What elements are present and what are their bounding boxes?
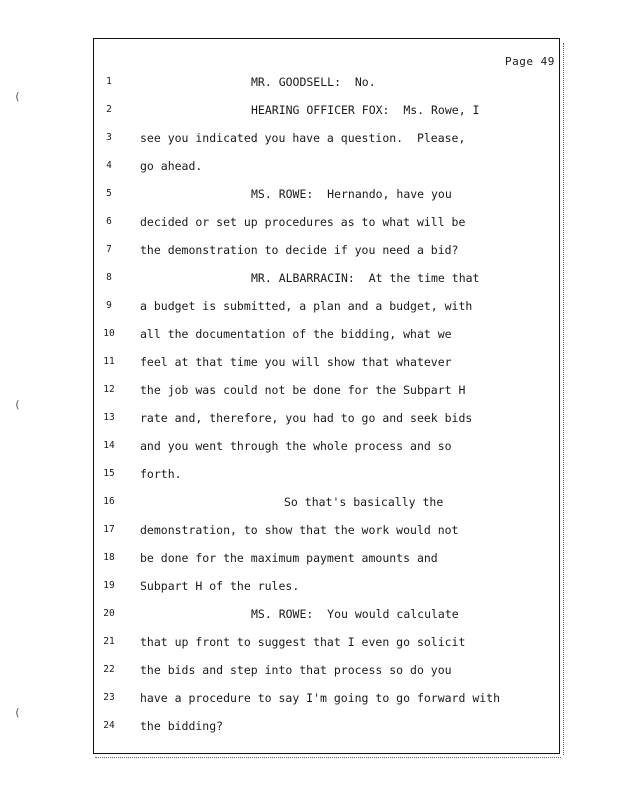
transcript-line <box>98 102 558 118</box>
transcript-line <box>98 326 558 342</box>
line-text: decided or set up procedures as to what will be <box>140 215 466 229</box>
line-text: HEARING OFFICER FOX: Ms. Rowe, I <box>251 103 480 117</box>
transcript-line <box>98 242 558 258</box>
bottom-border-noise <box>95 757 561 761</box>
transcript-line <box>98 74 558 90</box>
line-text: all the documentation of the bidding, what we <box>140 327 452 341</box>
line-number: 1 <box>106 76 112 87</box>
line-number: 6 <box>106 216 112 227</box>
line-number: 17 <box>103 524 115 535</box>
line-number: 11 <box>103 356 115 367</box>
transcript-line <box>98 270 558 286</box>
line-text: the demonstration to decide if you need a bid? <box>140 243 459 257</box>
transcript-line <box>98 438 558 454</box>
line-text: the job was could not be done for the Subpart H <box>140 383 466 397</box>
transcript-line <box>98 466 558 482</box>
transcript-line <box>98 130 558 146</box>
page-number: Page 49 <box>505 55 555 68</box>
line-text: feel at that time you will show that whatever <box>140 355 452 369</box>
transcript-line <box>98 158 558 174</box>
line-text: see you indicated you have a question. Please, <box>140 131 466 145</box>
transcript-line <box>98 606 558 622</box>
line-number: 21 <box>103 636 115 647</box>
line-text: have a procedure to say I'm going to go forward with <box>140 691 501 705</box>
transcript-line <box>98 354 558 370</box>
line-number: 23 <box>103 692 115 703</box>
transcript-line <box>98 214 558 230</box>
line-number: 10 <box>103 328 115 339</box>
line-number: 24 <box>103 720 115 731</box>
binding-mark-middle: ( <box>14 398 21 411</box>
line-number: 9 <box>106 300 112 311</box>
transcript-line <box>98 410 558 426</box>
line-number: 22 <box>103 664 115 675</box>
line-number: 2 <box>106 104 112 115</box>
line-text: be done for the maximum payment amounts and <box>140 551 438 565</box>
line-number: 4 <box>106 160 112 171</box>
line-number: 20 <box>103 608 115 619</box>
transcript-line <box>98 662 558 678</box>
transcript-line <box>98 382 558 398</box>
line-text: MS. ROWE: Hernando, have you <box>251 187 452 201</box>
line-number: 14 <box>103 440 115 451</box>
line-text: rate and, therefore, you had to go and seek bids <box>140 411 473 425</box>
line-number: 12 <box>103 384 115 395</box>
transcript-line <box>98 522 558 538</box>
transcript-line <box>98 494 558 510</box>
binding-mark-bottom: ( <box>14 706 21 719</box>
line-number: 7 <box>106 244 112 255</box>
line-text: and you went through the whole process and so <box>140 439 452 453</box>
line-text: MR. GOODSELL: No. <box>251 75 376 89</box>
transcript-line <box>98 718 558 734</box>
line-text: the bids and step into that process so do you <box>140 663 452 677</box>
line-text: forth. <box>140 467 182 481</box>
transcript-line <box>98 186 558 202</box>
line-number: 8 <box>106 272 112 283</box>
line-text: MS. ROWE: You would calculate <box>251 607 459 621</box>
transcript-line <box>98 690 558 706</box>
line-text: a budget is submitted, a plan and a budget, with <box>140 299 473 313</box>
line-number: 3 <box>106 132 112 143</box>
transcript-line <box>98 298 558 314</box>
binding-mark-top: ( <box>14 90 21 103</box>
line-text: So that's basically the <box>284 495 444 509</box>
line-text: demonstration, to show that the work would not <box>140 523 459 537</box>
transcript-line <box>98 578 558 594</box>
line-text: the bidding? <box>140 719 224 733</box>
line-text: Subpart H of the rules. <box>140 579 300 593</box>
line-text: MR. ALBARRACIN: At the time that <box>251 271 480 285</box>
line-text: that up front to suggest that I even go solicit <box>140 635 466 649</box>
line-text: go ahead. <box>140 159 203 173</box>
line-number: 15 <box>103 468 115 479</box>
transcript-line <box>98 550 558 566</box>
line-number: 16 <box>103 496 115 507</box>
transcript-line <box>98 634 558 650</box>
line-number: 19 <box>103 580 115 591</box>
line-number: 18 <box>103 552 115 563</box>
line-number: 5 <box>106 188 112 199</box>
line-number: 13 <box>103 412 115 423</box>
